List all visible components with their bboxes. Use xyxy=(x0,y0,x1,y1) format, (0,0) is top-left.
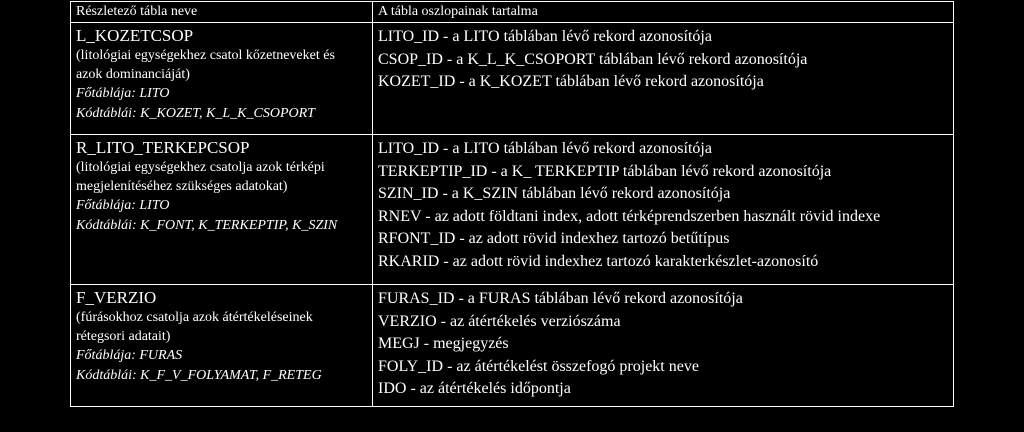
column-entry: CSOP_ID - a K_L_K_CSOPORT táblában lévő rekord azonosítója xyxy=(378,50,808,68)
table-description-line: megjelenítéséhez szükséges adatokat) xyxy=(76,179,288,194)
columns-cell xyxy=(373,285,954,407)
table-description-cell xyxy=(71,23,373,135)
table-description-cell xyxy=(71,285,373,407)
header-table-name: Részletező tábla neve xyxy=(71,2,373,23)
table-description-line: azok dominanciáját) xyxy=(76,67,190,82)
column-entry: SZIN_ID - a K_SZIN táblában lévő rekord azonosítója xyxy=(378,185,731,202)
main-table-ref: Főtáblája: LITO xyxy=(76,86,170,101)
column-entry: MEGJ - megjegyzés xyxy=(378,335,509,352)
table-name: F_VERZIO xyxy=(76,288,157,307)
column-entry: VERZIO - az átértékelés verziószáma xyxy=(378,312,621,330)
column-entry: TERKEPTIP_ID - a K_ TERKEPTIP táblában lévő rekord azonosítója xyxy=(378,162,832,180)
columns-cell xyxy=(373,135,954,285)
table-row xyxy=(71,23,954,135)
table-description-line: (litológiai egységekhez csatol kőzetneveket és xyxy=(76,48,335,63)
column-entry: LITO_ID - a LITO táblában lévő rekord azonosítója xyxy=(378,140,712,157)
column-entry: RFONT_ID - az adott rövid indexhez tartozó betűtípus xyxy=(378,230,730,247)
table-description-line: rétegsori adatait) xyxy=(76,329,171,344)
table-name: L_KOZETCSOP xyxy=(76,26,194,45)
header-columns-content: A tábla oszlopainak tartalma xyxy=(373,2,954,23)
main-table-ref: Főtáblája: LITO xyxy=(76,198,170,213)
table-description-line: (litológiai egységekhez csatolja azok térképi xyxy=(76,160,325,175)
column-entry: KOZET_ID - a K_KOZET táblában lévő rekord azonosítója xyxy=(378,73,764,90)
column-entry: FOLY_ID - az átértékelést összefogó projekt neve xyxy=(378,357,699,375)
code-tables-ref: Kódtáblái: K_F_V_FOLYAMAT, F_RETEG xyxy=(76,368,322,383)
table-description-cell xyxy=(71,135,373,285)
header-row xyxy=(71,2,954,23)
table-row xyxy=(71,135,954,285)
table-row xyxy=(71,285,954,407)
table-description-line: (fúrásokhoz csatolja azok átértékeléseinek xyxy=(76,310,313,325)
columns-cell xyxy=(373,23,954,135)
column-entry: RNEV - az adott földtani index, adott térképrendszerben használt rövid indexe xyxy=(378,207,881,225)
code-tables-ref: Kódtáblái: K_KOZET, K_L_K_CSOPORT xyxy=(76,106,315,121)
table-name: R_LITO_TERKEPCSOP xyxy=(76,138,250,157)
code-tables-ref: Kódtáblái: K_FONT, K_TERKEPTIP, K_SZIN xyxy=(76,218,338,233)
detail-tables-table xyxy=(70,1,954,407)
column-entry: FURAS_ID - a FURAS táblában lévő rekord azonosítója xyxy=(378,290,743,307)
main-table-ref: Főtáblája: FURAS xyxy=(76,348,183,363)
column-entry: IDO - az átértékelés időpontja xyxy=(378,380,571,397)
column-entry: LITO_ID - a LITO táblában lévő rekord azonosítója xyxy=(378,28,712,45)
column-entry: RKARID - az adott rövid indexhez tartozó karakterkészlet-azonosító xyxy=(378,252,819,270)
